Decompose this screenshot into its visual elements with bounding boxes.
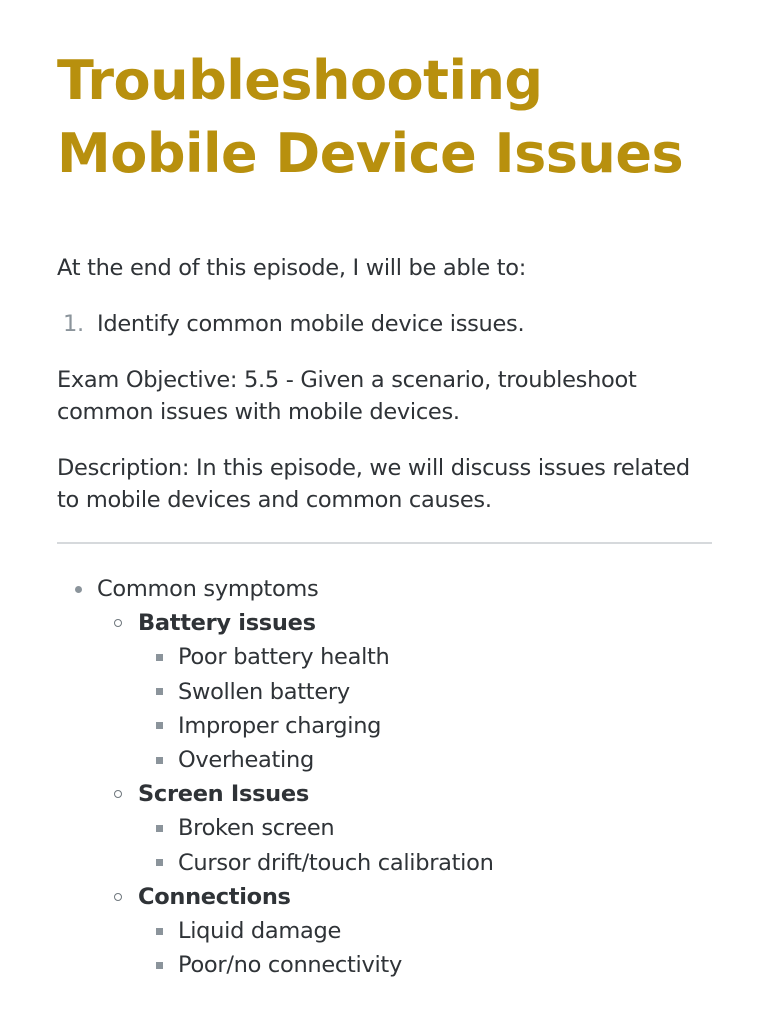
objectives-list: [57, 308, 712, 340]
square-bullet-icon: [153, 743, 165, 777]
square-bullet-icon: [153, 675, 165, 709]
symptoms-outline: [57, 572, 712, 982]
description: Description: In this episode, we will discuss issues related to mobile devices and common causes.: [57, 455, 690, 513]
square-bullet-icon: [153, 811, 165, 845]
group-label: Battery issues: [138, 610, 316, 637]
square-bullet-icon: [153, 914, 165, 948]
list-item: [57, 914, 712, 948]
group-item-screen: [57, 777, 712, 811]
square-bullet-icon: [153, 846, 165, 880]
hollow-circle-bullet-icon: [112, 777, 124, 811]
outline-heading-item: [57, 572, 712, 606]
filled-circle-bullet-icon: [72, 572, 84, 606]
objective-text: Identify common mobile device issues.: [97, 311, 525, 337]
objective-number: 1.: [63, 311, 84, 337]
list-item: [57, 846, 712, 880]
hollow-circle-bullet-icon: [112, 880, 124, 914]
exam-objective: Exam Objective: 5.5 - Given a scenario, troubleshoot common issues with mobile devices.: [57, 367, 637, 425]
group-label: Screen Issues: [138, 781, 309, 808]
list-item-text: Broken screen: [178, 815, 335, 842]
list-item-text: Poor battery health: [178, 644, 390, 671]
outline-heading: Common symptoms: [97, 576, 319, 602]
group-label: Connections: [138, 883, 291, 910]
objective-item: [57, 308, 712, 340]
list-item-text: Overheating: [178, 747, 314, 774]
list-item: [57, 709, 712, 743]
page-title: Troubleshooting Mobile Device Issues: [57, 49, 684, 185]
group-item-connections: [57, 880, 712, 914]
list-item: [57, 743, 712, 777]
list-item: [57, 675, 712, 709]
list-item-text: Poor/no connectivity: [178, 952, 402, 979]
hollow-circle-bullet-icon: [112, 606, 124, 640]
square-bullet-icon: [153, 709, 165, 743]
group-item-battery: [57, 606, 712, 640]
list-item-text: Improper charging: [178, 712, 382, 739]
list-item-text: Liquid damage: [178, 918, 342, 945]
list-item-text: Swollen battery: [178, 678, 350, 705]
square-bullet-icon: [153, 640, 165, 674]
square-bullet-icon: [153, 948, 165, 982]
list-item-text: Cursor drift/touch calibration: [178, 849, 494, 876]
intro-text: At the end of this episode, I will be able to:: [57, 255, 526, 281]
section-divider: [57, 542, 712, 544]
list-item: [57, 948, 712, 982]
list-item: [57, 811, 712, 845]
list-item: [57, 640, 712, 674]
